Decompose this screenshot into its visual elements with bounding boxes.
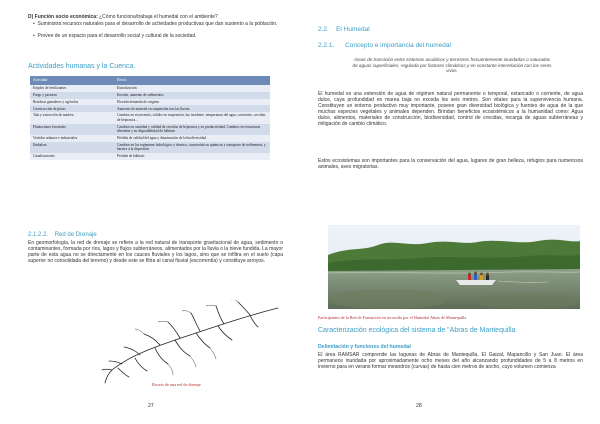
table-row: Empleo de fertilizantes Eutrofización xyxy=(30,85,270,92)
wetland-paragraph: El humedal es una extensión de agua de régimen natural permanente o temporal, estancado o corriente, de agua dulce, cuya profundidad en marea baja no exceda los seis metros. Son vitales para la supervivencia humana. Constituyen un entorno productivo muy importante, poseen gran diversidad biológica y fuentes de agua de la que muchas especies vegetales y animales dependen. Brindan beneficios ecosistémicos a la humanidad como: Agua dulce, alimentos, materiales de construcción, biodiversidad, control de crecidas, recarga de aguas subterráneas y mitigación de cambio climático. xyxy=(318,91,583,128)
table-row: Residuos ganaderos y agrícolas Elevada demanda de oxígeno xyxy=(30,99,270,106)
importance-paragraph: Estos ecosistemas son importantes para la conservación del agua, lugares de gran belleza, refugios para numerosos animales, aves migratorias. xyxy=(318,158,583,171)
table-row: Embalses Cambios en los regímenes hidrológico y térmico, características químicas y transporte de sedimentos, y barrera a la dispersión xyxy=(30,142,270,153)
table-header: Actividad xyxy=(30,76,114,85)
table-row: Construcción de pistas Aumento de material en suspensión tras las lluvias xyxy=(30,105,270,112)
section-heading: 2.1.2.2. Red de Drenaje xyxy=(28,232,97,238)
table-title: Actividades humanas y la Cuenca. xyxy=(28,63,136,70)
wetland-photo xyxy=(328,225,580,309)
function-intro: D) Función socio económica: ¿Cómo funciona/trabaja el humedal con el ambiente? xyxy=(28,14,218,20)
characterization-heading: Caracterización ecológica del sistema de "Abras de Mantequilla xyxy=(318,327,516,334)
table-row: Canalizaciones Pérdida de hábitats xyxy=(30,153,270,160)
table-row: Pargo y pastoreo Erosión, aumento de sedimentos xyxy=(30,92,270,99)
table-header: Efecto xyxy=(114,76,270,85)
table-row: Vertidos urbanos e industriales Pérdida de calidad del agua y disminución de la biodiversidad xyxy=(30,135,270,142)
activities-table xyxy=(30,76,270,160)
right-page xyxy=(300,0,600,424)
drainage-paragraph: En geomorfología, la red de drenaje se refiere a la red natural de transporte gravitacional de agua, sedimento o contaminantes, formada por ríos, lagos y flujos subterráneos, alimentados por la lluvia o la nieve fundida. La mayor parte de esta agua no se directamente en los cauces fluviales y los lagos, sino que se infiltra en el suelo (capa superior no consolidada del terreno) y desde este se filtra al canal fluvial (escorrentía) y constituye arroyos. xyxy=(28,240,283,265)
section-heading: 2.2. El Humedal xyxy=(318,26,370,33)
drainage-network-sketch xyxy=(100,300,280,388)
photo-caption: Participantes de la Red de Formación en recorrido por el Humedal Abras de Mantequilla xyxy=(318,315,467,321)
table-row: Plantaciones forestales Cambios en cantidad y calidad de crecidas de bejaranca y en productividad. Cambios en estructuras ribereñas y en disponibilidad de hábitats xyxy=(30,124,270,135)
page-number: 27 xyxy=(148,403,154,410)
bullet-item: • Suministra recursos naturales para el desarrollo de actividades productivas que dan sustento a la población. xyxy=(33,21,278,27)
table-row: Tala y extracción de madera Cambios en escorrentía, sólidos en suspensión, luz incidente, temperatura del agua, corrientes, crecidas de bejaranca... xyxy=(30,112,270,123)
bullet-item: • Provee de un espacio para el desarrollo social y cultural de la sociedad. xyxy=(33,33,197,39)
sketch-caption: Boceto de una red de drenaje xyxy=(152,382,201,388)
definition-quote: Áreas de transición entre sistemas acuáticos y terrestres frecuentemente inundadas o saturadas de aguas superficiales, regulada por factores climáticos y en constante interrelación con los seres vivos. xyxy=(352,57,552,74)
characterization-subtitle: Delimitación y funciones del humedal xyxy=(318,344,411,350)
page-number: 28 xyxy=(416,403,422,410)
characterization-paragraph: El área RAMSAR comprende las lagunas de Abras de Mantequilla, El Gaizal, Mapancillo y San Juan. El área permanece inundada por aproximadamente ocho meses del año alcanzando profundidades de 5 a 8 metros en invierno para en verano formar meandros (curvas) de hasta cien metros de ancho, cuyo volumen comienza xyxy=(318,352,583,371)
subsection-heading: 2.2.1. Concepto e importancia del humedal xyxy=(318,42,451,49)
